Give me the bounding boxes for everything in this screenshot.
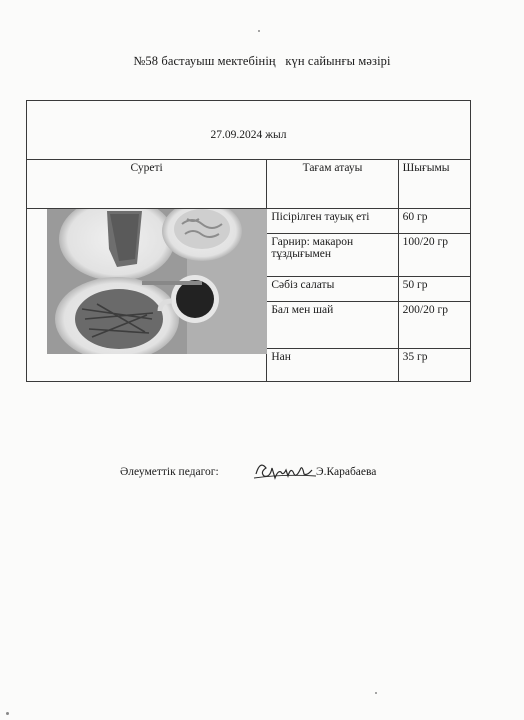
table-header-row bbox=[27, 160, 471, 209]
handwritten-signature bbox=[250, 456, 322, 484]
column-header-dish: Тағам атауы bbox=[267, 160, 398, 209]
menu-table bbox=[26, 100, 471, 382]
dish-name: Гарнир: макарон тұздығымен bbox=[267, 234, 398, 277]
signature-name: Э.Карабаева bbox=[316, 466, 377, 478]
dish-yield: 50 гр bbox=[398, 277, 470, 302]
scan-speck bbox=[6, 712, 9, 715]
scan-speck bbox=[258, 30, 260, 32]
signature-role: Әлеуметтік педагог: bbox=[120, 466, 219, 478]
dish-name: Бал мен шай bbox=[267, 302, 398, 349]
scan-speck bbox=[375, 692, 377, 694]
signature-line bbox=[0, 460, 524, 500]
dish-yield: 100/20 гр bbox=[398, 234, 470, 277]
dish-yield: 60 гр bbox=[398, 209, 470, 234]
dish-name: Нан bbox=[267, 349, 398, 382]
column-header-photo: Суреті bbox=[27, 160, 267, 209]
column-header-yield: Шығымы bbox=[398, 160, 470, 209]
page-title: №58 бастауыш мектебінің күн сайынғы мәзірі bbox=[133, 54, 391, 68]
meal-photo-cell bbox=[27, 209, 267, 382]
meal-photo bbox=[47, 209, 267, 354]
dish-name: Сәбіз салаты bbox=[267, 277, 398, 302]
date-cell: 27.09.2024 жыл bbox=[27, 101, 471, 160]
dish-yield: 200/20 гр bbox=[398, 302, 470, 349]
dish-name: Пісірілген тауық еті bbox=[267, 209, 398, 234]
dish-yield: 35 гр bbox=[398, 349, 470, 382]
table-row bbox=[27, 209, 471, 234]
